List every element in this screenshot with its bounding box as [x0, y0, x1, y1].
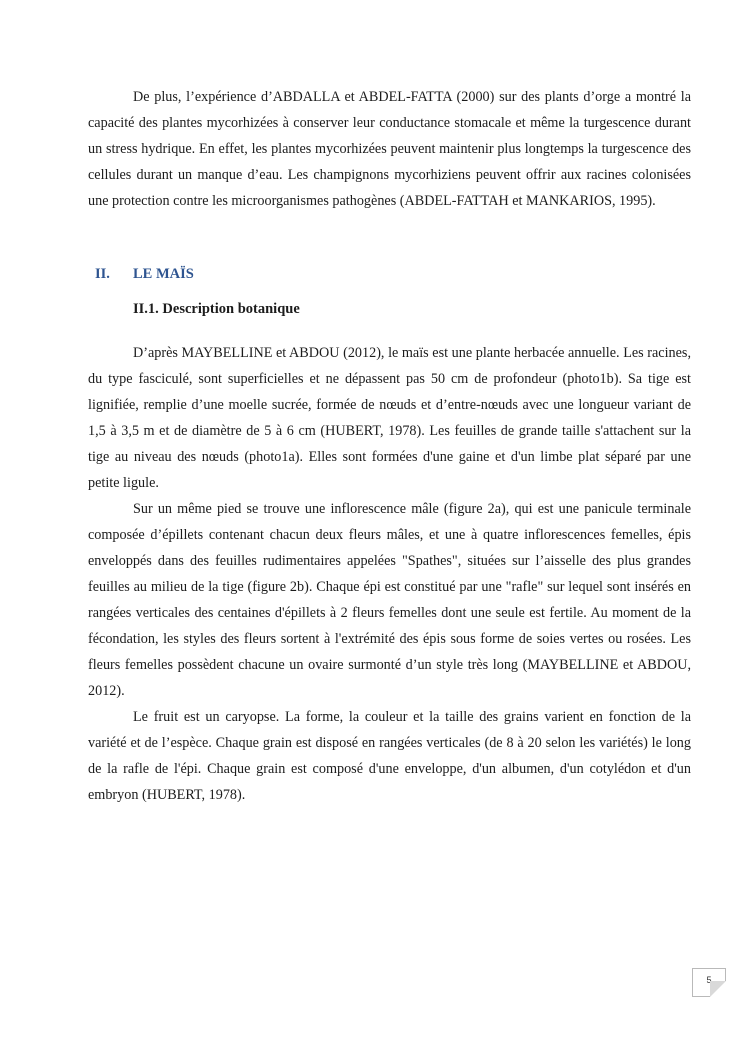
- subsection-heading: II.1. Description botanique: [133, 301, 300, 317]
- body-paragraph: Le fruit est un caryopse. La forme, la couleur et la taille des grains varient en fonction de la variété et de l’espèce. Chaque grain est disposé en rangées verticales (de 8 à 20 selon les variétés) le long de la rafle de l'épi. Chaque grain est composé d'une enveloppe, d'un albumen, d'un cotylédon et d'un embryon (HUBERT, 1978).: [88, 709, 691, 803]
- section-heading: [95, 264, 194, 284]
- page-corner-fold-icon: [710, 981, 726, 997]
- section-number: II.: [95, 266, 110, 282]
- body-paragraph: Sur un même pied se trouve une inflorescence mâle (figure 2a), qui est une panicule terminale composée d’épillets contenant chacun deux fleurs mâles, et une à quatre inflorescences femelles, épis enveloppés dans des feuilles rudimentaires appelées "Spathes", situées sur l’aisselle des plus grandes feuilles au milieu de la tige (figure 2b). Chaque épi est constitué par une "rafle" sur lequel sont insérés en rangées verticales des centaines d'épillets à 2 fleurs femelles dont une seule est fertile. Au moment de la fécondation, les styles des fleurs sortent à l'extrémité des épis sous forme de soies vertes ou rosées. Les fleurs femelles possèdent chacune un ovaire surmonté d’un style très long (MAYBELLINE et ABDOU, 2012).: [88, 501, 691, 699]
- section-title: LE MAÏS: [133, 266, 194, 282]
- page-number-box: [692, 968, 726, 997]
- intro-paragraph: De plus, l’expérience d’ABDALLA et ABDEL-FATTA (2000) sur des plants d’orge a montré la capacité des plantes mycorhizées à conserver leur conductance stomacale et même la turgescence durant un stress hydrique. En effet, les plantes mycorhizées peuvent maintenir plus longtemps la turgescence des cellules durant un manque d’eau. Les champignons mycorhiziens peuvent offrir aux racines colonisées une protection contre les microorganismes pathogènes (ABDEL-FATTAH et MANKARIOS, 1995).: [88, 89, 691, 209]
- body-block: [88, 340, 691, 808]
- page-number: 5: [706, 975, 712, 985]
- body-paragraph: D’après MAYBELLINE et ABDOU (2012), le maïs est une plante herbacée annuelle. Les racines, du type fasciculé, sont superficielles et ne dépassent pas 50 cm de profondeur (photo1b). Sa tige est lignifiée, remplie d’une moelle sucrée, formée de nœuds et d’entre-nœuds avec une longueur variant de 1,5 à 3,5 m et de diamètre de 5 à 6 cm (HUBERT, 1978). Les feuilles de grande taille s'attachent sur la tige au niveau des nœuds (photo1a). Elles sont formées d'une gaine et d'un limbe plat séparé par une petite ligule.: [88, 345, 691, 491]
- intro-block: [88, 84, 691, 214]
